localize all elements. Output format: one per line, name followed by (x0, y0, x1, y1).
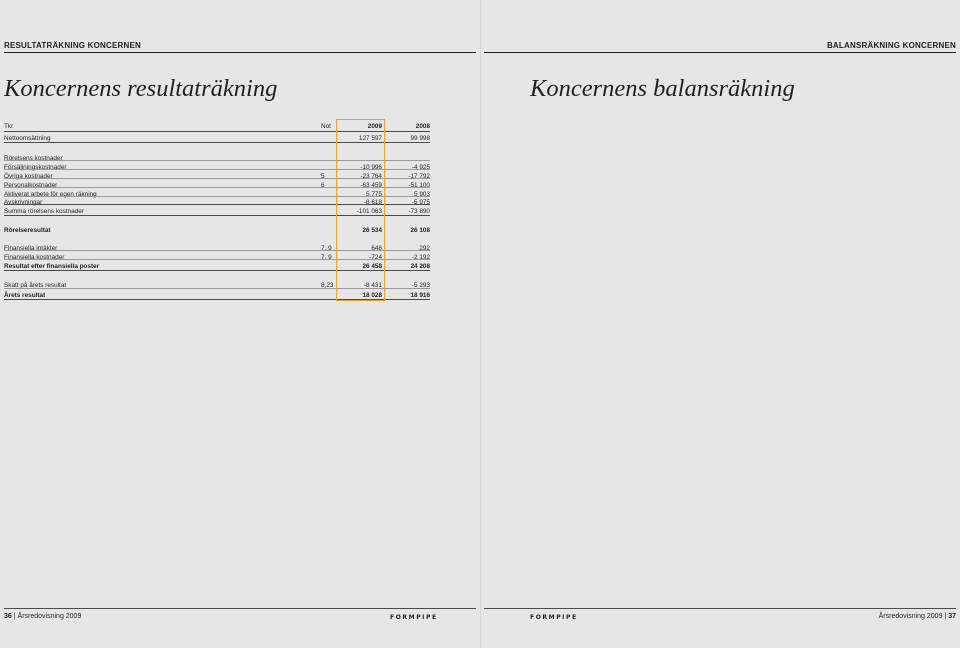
right-header-rule (484, 52, 956, 53)
row-value-previous: -51 100 (408, 182, 430, 189)
row-value-current: -63 459 (360, 182, 382, 189)
row-value-current: -8 431 (363, 282, 382, 289)
row-value-previous: 292 (419, 245, 430, 252)
footer-separator: | (13, 613, 16, 620)
row-value-previous: -17 792 (408, 173, 430, 180)
left-page-number: 36 (4, 613, 12, 620)
right-page-number: 37 (948, 613, 956, 620)
row-label: Försäljningskostnader (4, 164, 67, 171)
row-value-current: 127 597 (358, 135, 382, 142)
row-note: 7, 9 (321, 254, 332, 261)
right-footer-logo: FORMPIPE (530, 614, 578, 621)
row-note: 8,23 (321, 282, 334, 289)
column-header-note: Not (321, 123, 331, 130)
row-value-previous: -4 925 (411, 164, 430, 171)
row-label: Personalkostnader (4, 182, 58, 189)
right-footer-text: Årsredovisning 2009 (878, 613, 943, 620)
row-label: Nettoomsättning (4, 135, 51, 142)
row-label: Skatt på årets resultat (4, 282, 67, 289)
right-footer (879, 613, 956, 620)
row-label: Rörelseresultat (4, 227, 51, 234)
right-section-header: BALANSRÄKNING KONCERNEN (826, 41, 956, 50)
left-page-title: Koncernens resultaträkning (4, 75, 278, 102)
row-label: Aktiverat arbete för egen räkning (4, 191, 97, 198)
row-value-previous: 99 998 (410, 135, 430, 142)
row-value-current: 648 (371, 245, 382, 252)
row-value-current: 18 028 (362, 292, 382, 299)
right-page-title: Koncernens balansräkning (530, 75, 795, 102)
row-label: Övriga kostnader (4, 173, 53, 180)
row-value-previous: -73 890 (408, 208, 430, 215)
row-value-previous: 26 108 (410, 227, 430, 234)
row-label: Avskrivningar (4, 199, 43, 206)
left-header-rule (4, 52, 476, 53)
row-value-current: -23 764 (360, 173, 382, 180)
row-value-current: -8 618 (363, 199, 382, 206)
left-footer-text: Årsredovisning 2009 (17, 613, 82, 620)
row-label: Summa rörelsens kostnader (4, 208, 84, 215)
row-value-previous: 24 208 (410, 263, 430, 270)
row-value-current: -10 996 (360, 164, 382, 171)
column-header-year-current: 2009 (367, 123, 382, 130)
row-value-current: 26 458 (362, 263, 382, 270)
row-label: Rörelsens kostnader (4, 155, 63, 162)
row-value-current: -724 (369, 254, 382, 261)
row-value-current: 26 534 (362, 227, 382, 234)
footer-separator: | (944, 613, 947, 620)
left-footer (4, 613, 81, 620)
row-label: Finansiella kostnader (4, 254, 65, 261)
row-value-previous: -5 975 (411, 199, 430, 206)
row-label: Årets resultat (4, 292, 46, 299)
row-value-previous: -5 293 (411, 282, 430, 289)
row-value-current: -101 063 (356, 208, 382, 215)
page-spine (480, 0, 481, 648)
left-section-header: RESULTATRÄKNING KONCERNEN (4, 41, 141, 50)
column-header-year-previous: 2008 (415, 123, 430, 130)
row-label: Resultat efter finansiella poster (4, 263, 100, 270)
left-footer-rule (4, 608, 476, 609)
row-value-previous: -2 192 (411, 254, 430, 261)
row-note: 7, 9 (321, 245, 332, 252)
current-year-highlight (336, 119, 385, 301)
row-note: 6 (321, 182, 325, 189)
row-label: Finansiella intäkter (4, 245, 58, 252)
row-value-current: 5 775 (366, 191, 382, 198)
column-header-label: Tkr (4, 123, 14, 130)
row-note: 5 (321, 173, 325, 180)
left-footer-logo: FORMPIPE (390, 614, 438, 621)
right-footer-rule (484, 608, 956, 609)
row-value-previous: 5 903 (414, 191, 430, 198)
row-value-previous: 18 916 (410, 292, 430, 299)
